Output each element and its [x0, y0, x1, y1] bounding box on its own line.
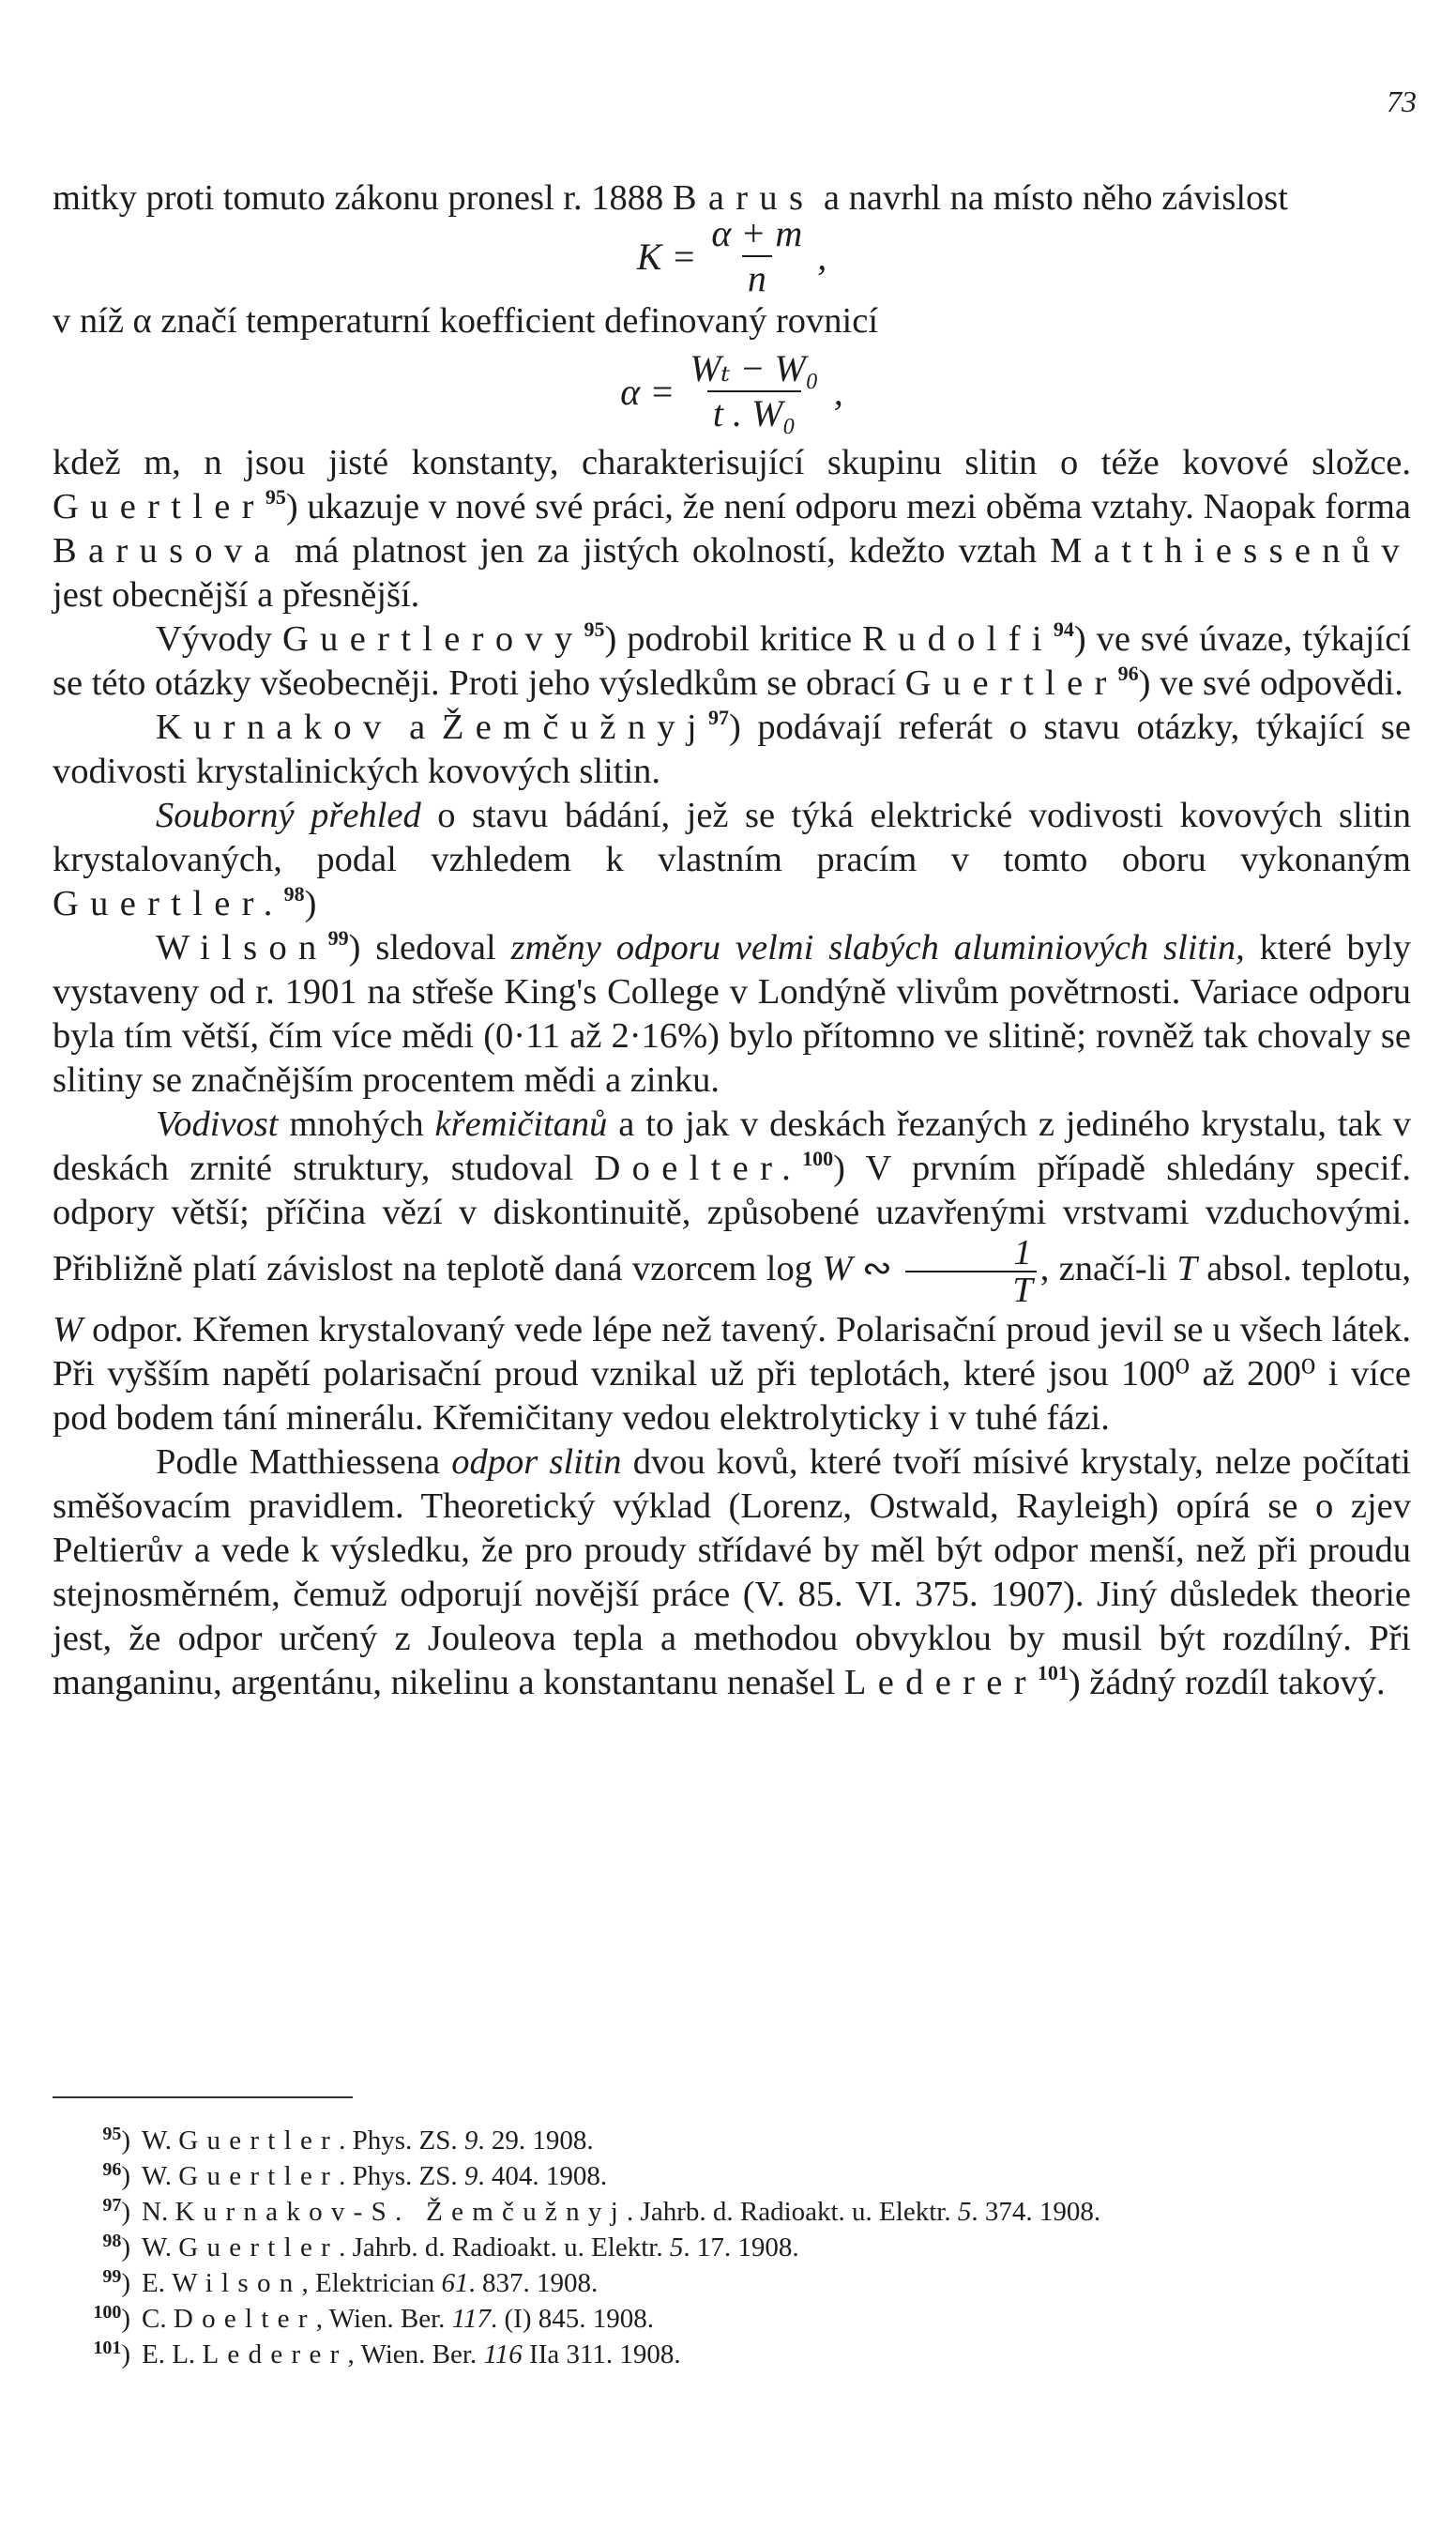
paragraph-6: Souborný přehled o stavu bádání, jež se týká elektrické vodivosti kovových slitin krystalovaných, podal vzhledem k vlastním pracím v tomto oboru vykonaným Guertler.$^{98}$) — [53, 796, 1411, 923]
footnote-96: $^{96}$) W. Guertler. Phys. ZS. 9. 404. 1908. — [102, 2159, 608, 2191]
footnote-100: $^{100}$) C. Doelter, Wien. Ber. 117. (I) 845. 1908. — [93, 2302, 654, 2334]
equation-k: K = $\frac{\alpha + m}{n}$ , — [636, 212, 827, 299]
paragraph-8: Vodivost mnohých křemičitanů a to jak v deskách řezaných z jediného krystalu, tak v deskách zrnité struktury, studoval Doelter.$^{100}$) V prvním případě shledány specif. odpory větší; příčina vězí v diskontinuitě, způsobené uzavřenými vrstvami vzduchovými. Přibližně platí závislost na teplotě daná vzorcem log W ∾ $\frac{1}{T}$ , značí-li T absol. teplotu, W odpor. Křemen krystalovaný vede lépe než tavený. Polarisační proud jevil se u všech látek. Při vyšším napětí polarisační proud vznikal už při teplotách, které jsou 100⁰ až 200⁰ i více pod bodem tání minerálu. Křemičitany vedou elektrolyticky i v tuhé fázi. — [53, 1105, 1411, 1438]
footnotes — [53, 2123, 1411, 2372]
footnote-97: $^{97}$) N. Kurnakov-S. Žemčužnyj. Jahrb. d. Radioakt. u. Elektr. 5. 374. 1908. — [102, 2195, 1101, 2227]
page-number: 73 — [1387, 84, 1417, 118]
footnote-99: $^{99}$) E. Wilson, Elektrician 61. 837. 1908. — [102, 2266, 599, 2298]
main-text — [53, 176, 1411, 1705]
footnote-101: $^{101}$) E. L. Lederer, Wien. Ber. 116 IIa 311. 1908. — [93, 2338, 681, 2369]
equation-alpha: α = $\frac{\text{Wₜ − W₀}}{\text{t . W₀}}$ , — [620, 347, 843, 434]
inline-fraction: $\frac{1}{T}$ — [905, 1235, 1036, 1308]
footnote-rule — [53, 2096, 353, 2098]
paragraph-1: mitky proti tomuto zákonu pronesl r. 1888 Barus a navrhl na místo něho závislost — [53, 178, 1288, 218]
paragraph-9: Podle Matthiessena odpor slitin dvou kovů, které tvoří mísivé krystaly, nelze počítati směšovacím pravidlem. Theoretický výklad (Lorenz, Ostwald, Rayleigh) opírá se o zjev Peltierův a vede k výsledku, že pro proudy střídavé by měl být odpor menší, než při proudu stejnosměrném, čemuž odporují novější práce (V. 85. VI. 375. 1907). Jiný důsledek theorie jest, že odpor určený z Jouleova tepla a methodou obvyklou by musil být rozdílný. Při manganinu, argentánu, nikelinu a konstantanu nenašel Lederer$^{101}$) žádný rozdíl takový. — [53, 1442, 1411, 1702]
author-barus: Barus — [672, 178, 815, 218]
paragraph-2: v níž α značí temperaturní koefficient definovaný rovnicí — [53, 301, 879, 341]
paragraph-3: kdež m, n jsou jisté konstanty, charakterisující skupinu slitin o téže kovové složce. Guertler$^{95}$) ukazuje v nové své práci, že není odporu mezi oběma vztahy. Naopak forma Barusova má platnost jen za jistých okolností, kdežto vztah Matthiessenův jest obecnější a přesnější. — [53, 443, 1411, 615]
paragraph-5: Kurnakov a Žemčužnyj$^{97}$) podávají referát o stavu otázky, týkající se vodivosti krystalinických kovových slitin. — [53, 706, 1411, 791]
paragraph-4: Vývody Guertlerovy$^{95}$) podrobil kritice Rudolfi$^{94}$) ve své úvaze, týkající se této otázky všeobecněji. Proti jeho výsledkům se obrací Guertler$^{96}$) ve své odpovědi. — [53, 617, 1411, 703]
footnote-95: $^{95}$) W. Guertler. Phys. ZS. 9. 29. 1908. — [102, 2124, 594, 2156]
footnote-98: $^{98}$) W. Guertler. Jahrb. d. Radioakt. u. Elektr. 5. 17. 1908. — [102, 2231, 799, 2262]
paragraph-7: Wilson$^{99}$) sledoval změny odporu velmi slabých aluminiových slitin, které byly vystaveny od r. 1901 na střeše King's College v Londýně vlivům povětrnosti. Variace odporu byla tím větší, čím více mědi (0·11 až 2·16%) bylo přítomno ve slitině; rovněž tak chovaly se slitiny se značnějším procentem mědi a zinku. — [53, 926, 1412, 1100]
